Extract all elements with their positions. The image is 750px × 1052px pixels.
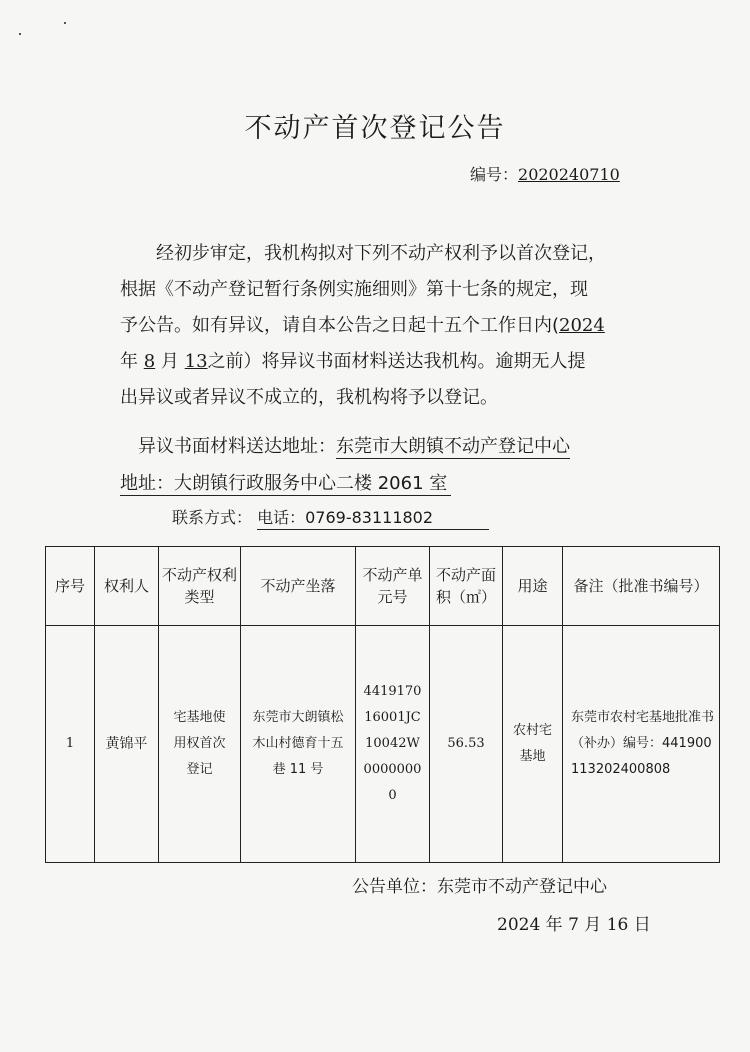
cell-unit-no: 441917016001JC10042W00000000 bbox=[356, 626, 430, 863]
document-number-label: 编号： bbox=[470, 165, 519, 184]
issue-date: 2024 年 7 月 16 日 bbox=[497, 915, 651, 935]
objection-office: 东莞市大朗镇不动产登记中心 bbox=[336, 436, 570, 457]
body-line: 经初步审定，我机构拟对下列不动产权利予以首次登记， bbox=[156, 243, 606, 264]
objection-line bbox=[120, 428, 680, 465]
notice-body bbox=[120, 236, 665, 416]
header-location: 不动产坐落 bbox=[241, 547, 356, 626]
contact-info bbox=[172, 505, 489, 530]
header-remark: 备注（批准书编号） bbox=[563, 547, 720, 626]
cell-right-type: 宅基地使用权首次登记 bbox=[159, 626, 241, 863]
objection-address-text: 地址：大朗镇行政服务中心二楼 2061 室 bbox=[120, 473, 451, 496]
cell-seq: 1 bbox=[46, 626, 95, 863]
body-text: 月 bbox=[160, 351, 179, 372]
deadline-year: 2024 bbox=[559, 315, 605, 336]
objection-label: 异议书面材料送达地址： bbox=[138, 436, 336, 457]
cell-area: 56.53 bbox=[430, 626, 503, 863]
deadline-month: 8 bbox=[143, 351, 156, 372]
objection-address-line bbox=[120, 465, 680, 502]
contact-phone: 电话：0769-83111802 bbox=[257, 505, 489, 530]
contact-label: 联系方式： bbox=[172, 508, 253, 527]
cell-holder: 黄锦平 bbox=[95, 626, 159, 863]
document-number bbox=[470, 162, 620, 185]
issuer: 公告单位：东莞市不动产登记中心 bbox=[352, 877, 607, 897]
scan-speck bbox=[64, 22, 66, 24]
header-right-type: 不动产权利类型 bbox=[159, 547, 241, 626]
body-line bbox=[120, 308, 665, 344]
body-line bbox=[120, 344, 665, 380]
header-seq: 序号 bbox=[46, 547, 95, 626]
body-line: 根据《不动产登记暂行条例实施细则》第十七条的规定，现 bbox=[120, 279, 588, 300]
header-holder: 权利人 bbox=[95, 547, 159, 626]
deadline-day: 13 bbox=[184, 351, 208, 372]
header-usage: 用途 bbox=[503, 547, 563, 626]
cell-location: 东莞市大朗镇松木山村德育十五巷 11 号 bbox=[241, 626, 356, 863]
body-text: 之前）将异议书面材料送达我机构。逾期无人提 bbox=[207, 351, 586, 372]
cell-remark: 东莞市农村宅基地批准书（补办）编号：441900113202400808 bbox=[563, 626, 720, 863]
header-area: 不动产面积（㎡） bbox=[430, 547, 503, 626]
table-row bbox=[46, 626, 720, 863]
body-line: 出异议或者异议不成立的，我机构将予以登记。 bbox=[120, 387, 498, 408]
scan-speck bbox=[19, 33, 21, 35]
document-number-value: 2020240710 bbox=[518, 165, 620, 184]
body-text: 年 bbox=[120, 351, 138, 372]
registration-table bbox=[45, 546, 720, 863]
page-title: 不动产首次登记公告 bbox=[244, 113, 506, 144]
cell-usage: 农村宅基地 bbox=[503, 626, 563, 863]
body-text: 予公告。如有异议，请自本公告之日起十五个工作日内( bbox=[120, 315, 560, 336]
table-header-row bbox=[46, 547, 720, 626]
header-unit-no: 不动产单元号 bbox=[356, 547, 430, 626]
objection-address bbox=[120, 428, 680, 502]
